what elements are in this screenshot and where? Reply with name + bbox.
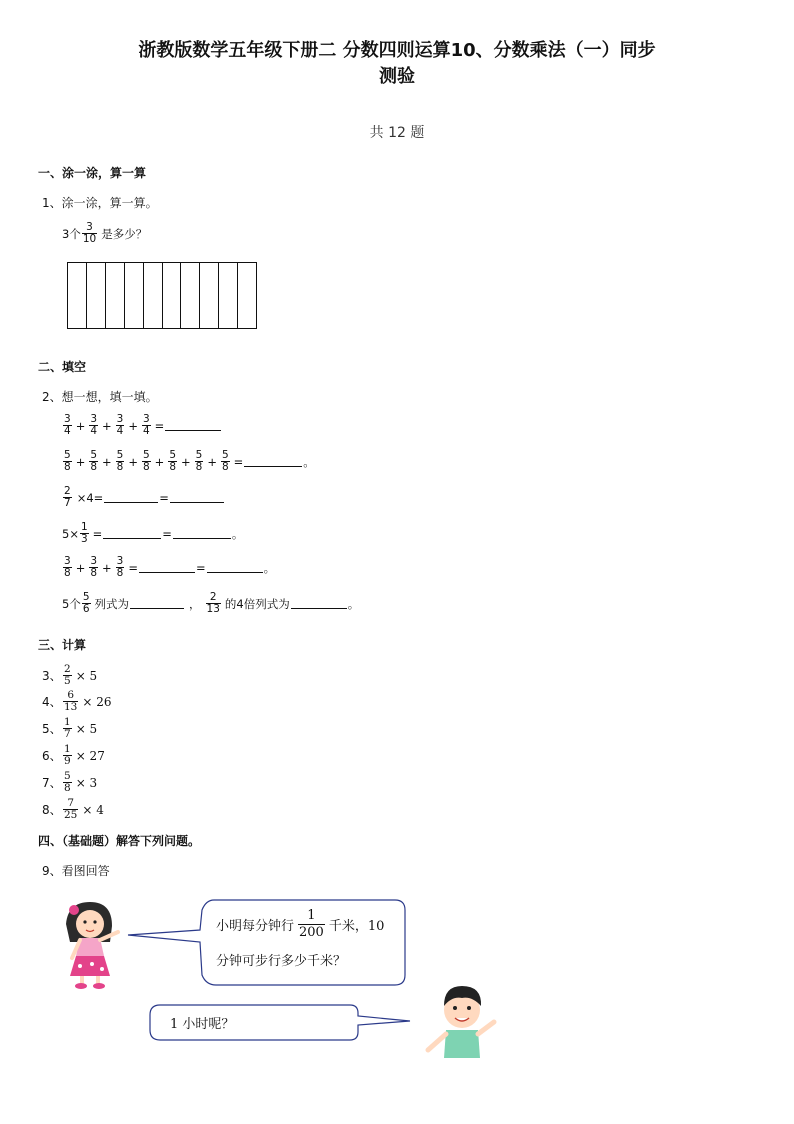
num: 2: [64, 485, 71, 497]
bubble1-text-a: 小明每分钟行: [216, 919, 295, 934]
period: 。: [231, 526, 244, 541]
den: 8: [221, 461, 229, 473]
plus-sign: +: [128, 454, 138, 469]
num: 3: [64, 555, 71, 567]
calc-item: [42, 744, 105, 767]
question1-label: 1、涂一涂，算一算。: [42, 196, 158, 210]
den: 7: [64, 728, 71, 740]
answer-blank[interactable]: [104, 492, 158, 503]
den: 8: [142, 461, 150, 473]
grid-cell[interactable]: [200, 263, 219, 328]
expression: × 26: [82, 694, 112, 709]
calc-item: [42, 798, 104, 821]
fraction: [63, 798, 78, 821]
bubble2-text: 1 小时呢？: [170, 1017, 235, 1032]
den: 25: [64, 809, 78, 821]
den: 13: [64, 701, 78, 713]
num: 3: [116, 413, 124, 425]
plus-sign: +: [154, 454, 165, 469]
item-index: 8、: [42, 803, 62, 817]
fraction: [82, 592, 91, 615]
boy-shirt: [444, 1030, 480, 1058]
plus-sign: +: [75, 418, 86, 433]
q1-fraction-num: 3: [86, 221, 93, 233]
grid-cell[interactable]: [68, 263, 87, 328]
den: 8: [90, 567, 98, 579]
grid-cell[interactable]: [87, 263, 106, 328]
boy-figure: [428, 986, 494, 1058]
num: 1: [64, 716, 71, 728]
num: 5: [142, 449, 150, 461]
item-index: 5、: [42, 722, 62, 736]
num: 3: [90, 555, 98, 567]
item-index: 6、: [42, 749, 62, 763]
girl-figure: [66, 902, 118, 989]
plus-sign: +: [207, 454, 217, 469]
section1-heading: 一、涂一涂，算一算: [38, 166, 147, 180]
expression: × 3: [75, 775, 98, 790]
boy-arm: [428, 1034, 446, 1050]
num: 5: [195, 449, 203, 461]
num: 3: [64, 413, 71, 425]
calc-item: [42, 717, 97, 740]
den: 8: [64, 461, 71, 473]
equals-sign: =: [128, 560, 138, 575]
answer-blank[interactable]: [170, 492, 224, 503]
girl-legs: [82, 976, 98, 984]
den: 5: [64, 675, 71, 687]
eye: [93, 920, 96, 923]
equals-sign: =: [92, 526, 103, 541]
den: 4: [116, 425, 124, 437]
fraction: [63, 664, 72, 687]
num: 3: [116, 555, 124, 567]
fraction: [89, 556, 98, 579]
fraction: [206, 592, 221, 615]
fraction: [142, 450, 151, 473]
fraction: [116, 414, 125, 437]
expression: × 5: [75, 668, 98, 683]
num: 7: [67, 797, 75, 809]
fraction: [63, 414, 72, 437]
answer-blank[interactable]: [130, 598, 184, 609]
num: 5: [221, 449, 229, 461]
num: 5: [90, 449, 98, 461]
boy-arm: [478, 1022, 494, 1034]
question1-prompt: [62, 222, 147, 245]
num: 3: [142, 413, 150, 425]
skirt-dot: [90, 962, 94, 966]
fraction: [63, 771, 72, 794]
page-title-line2: 测验: [379, 66, 415, 87]
den: 8: [116, 461, 124, 473]
den: 13: [206, 603, 220, 615]
grid-cell[interactable]: [106, 263, 125, 328]
fraction: [89, 414, 98, 437]
num: 1: [307, 908, 316, 923]
den: 8: [116, 567, 124, 579]
text: 的4倍列式为: [224, 596, 290, 611]
girl-face: [76, 910, 104, 938]
bubble1-line2: 分钟可步行多少千米？: [216, 954, 347, 969]
fraction: [221, 450, 230, 473]
grid-cell[interactable]: [163, 263, 182, 328]
calc-item: [42, 690, 112, 713]
plus-sign: +: [128, 418, 138, 433]
text: 列式为: [94, 596, 130, 611]
num: 5: [64, 449, 71, 461]
skirt-dot: [78, 964, 82, 968]
plus-sign: +: [102, 560, 112, 575]
den: 4: [90, 425, 98, 437]
fill-row-1: [62, 414, 222, 437]
question-count: 共 12 题: [369, 125, 425, 141]
fill-row-5: [62, 556, 275, 579]
den: 6: [82, 603, 90, 615]
plus-sign: +: [75, 560, 86, 575]
den: 8: [169, 461, 176, 473]
bubble1-fraction: [298, 908, 325, 941]
den: 8: [64, 567, 71, 579]
fill-row-6: [62, 592, 359, 615]
num: 5: [169, 449, 176, 461]
num: 1: [64, 743, 71, 755]
den: 8: [195, 461, 203, 473]
expression: × 4: [82, 802, 104, 817]
fraction: [89, 450, 98, 473]
section3-heading: 三、计算: [38, 638, 87, 652]
equals-sign: =: [154, 418, 165, 433]
fraction: [116, 450, 125, 473]
shading-grid[interactable]: [67, 262, 257, 329]
equals-sign: =: [159, 490, 169, 505]
fraction: [63, 450, 72, 473]
fraction: [168, 450, 177, 473]
grid-cell[interactable]: [144, 263, 163, 328]
question9-label: 9、看图回答: [42, 864, 110, 878]
plus-sign: +: [75, 454, 86, 469]
den: 8: [90, 461, 98, 473]
answer-blank[interactable]: [291, 598, 347, 609]
answer-blank[interactable]: [207, 562, 263, 573]
shoe: [93, 983, 105, 989]
shoe: [75, 983, 87, 989]
answer-blank[interactable]: [103, 528, 161, 539]
equals-sign: =: [195, 560, 206, 575]
q1-fraction-den: 10: [82, 233, 97, 245]
num: 6: [67, 689, 75, 701]
fraction: [80, 522, 89, 545]
equals-sign: =: [233, 454, 244, 469]
num: 2: [209, 591, 217, 603]
period: 。: [347, 596, 360, 611]
num: 5: [82, 591, 90, 603]
hair-bow: [69, 905, 79, 915]
calc-item: [42, 771, 97, 794]
question2-label: 2、想一想，填一填。: [42, 390, 158, 404]
den: 7: [64, 497, 71, 509]
eye: [83, 920, 86, 923]
period: 。: [303, 454, 315, 469]
girl-skirt: [70, 956, 110, 976]
answer-blank[interactable]: [173, 528, 231, 539]
fraction: [195, 450, 204, 473]
expression: × 27: [75, 748, 105, 763]
fraction: [142, 414, 151, 437]
fraction: [116, 556, 125, 579]
grid-cell[interactable]: [238, 263, 256, 328]
fill-row-3: [62, 486, 225, 509]
calc-item: [42, 664, 97, 687]
prefix: 5×: [62, 526, 79, 541]
prefix: 5个: [62, 596, 81, 611]
fill-row-4: [62, 522, 243, 545]
plus-sign: +: [102, 454, 112, 469]
q1-fraction: [82, 222, 97, 245]
bubble1-line1: [216, 908, 384, 941]
num: 5: [64, 770, 71, 782]
den: 200: [299, 925, 324, 940]
answer-blank[interactable]: [139, 562, 195, 573]
item-index: 3、: [42, 669, 62, 683]
grid-cell[interactable]: [181, 263, 200, 328]
skirt-dot: [100, 967, 104, 971]
fraction: [63, 486, 72, 509]
period: 。: [263, 560, 276, 575]
fraction: [63, 717, 72, 740]
answer-blank[interactable]: [165, 420, 221, 431]
section4-heading: 四、（基础题）解答下列问题。: [38, 834, 201, 848]
plus-sign: +: [181, 454, 191, 469]
grid-cell[interactable]: [125, 263, 144, 328]
item-index: 7、: [42, 776, 62, 790]
bubble1-text-b: 千米，10: [328, 919, 385, 934]
item-index: 4、: [42, 695, 62, 709]
den: 9: [64, 755, 71, 767]
q1-prefix: 3个: [62, 226, 81, 241]
fraction: [63, 690, 78, 713]
den: 4: [64, 425, 71, 437]
num: 2: [64, 663, 71, 675]
times-four: ×4=: [76, 490, 104, 505]
grid-cell[interactable]: [219, 263, 238, 328]
answer-blank[interactable]: [244, 456, 302, 467]
expression: × 5: [75, 721, 98, 736]
fraction: [63, 556, 72, 579]
fill-row-2: [62, 450, 315, 473]
section2-heading: 二、填空: [38, 360, 87, 374]
num: 1: [80, 521, 88, 533]
eye: [453, 1006, 457, 1010]
num: 5: [116, 449, 124, 461]
q1-suffix: 是多少？: [101, 226, 148, 241]
den: 4: [142, 425, 150, 437]
num: 3: [90, 413, 98, 425]
comma: ，: [189, 596, 201, 611]
den: 3: [80, 533, 88, 545]
den: 8: [64, 782, 71, 794]
word-problem-illustration: [0, 880, 794, 1080]
page-title-line1: 浙教版数学五年级下册二 分数四则运算10、分数乘法（一）同步: [138, 40, 656, 61]
equals-sign: =: [162, 526, 172, 541]
fraction: [63, 744, 72, 767]
eye: [467, 1006, 471, 1010]
plus-sign: +: [102, 418, 112, 433]
